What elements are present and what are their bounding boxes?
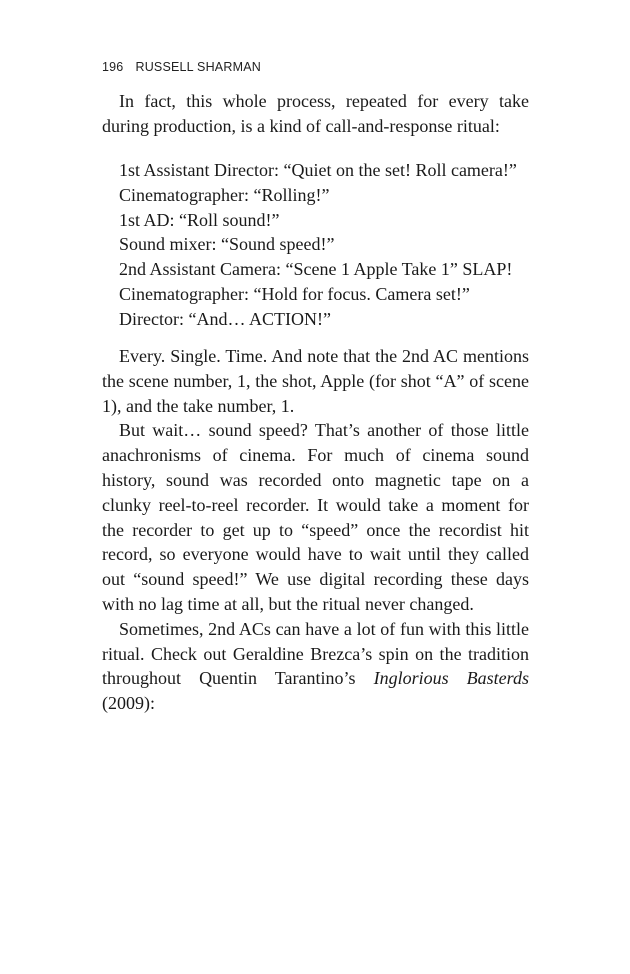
page-number: 196	[102, 60, 124, 74]
final-paragraph-text: Sometimes, 2nd ACs can have a lot of fun with this little ritual. Check out Geraldine Brezca’s spin on the tradition throughout Quentin Tarantino’s	[102, 618, 529, 689]
body-paragraph: But wait… sound speed? That’s another of those little anachronisms of cinema. For much of cinema sound history, sound was recorded onto magnetic tape on a clunky reel-to-reel recorder. It would take a moment for the recorder to get up to “speed” once the recordist hit record, so everyone would have to wait until they called out “sound speed!” We use digital recording these days with no lag time at all, but the ritual never changed.	[102, 420, 529, 614]
author-name: RUSSELL SHARMAN	[135, 60, 261, 74]
running-head	[102, 60, 261, 74]
body-paragraph: Every. Single. Time. And note that the 2nd AC mentions the scene number, 1, the shot, Apple (for shot “A” of scene 1), and the take number, 1.	[102, 346, 529, 416]
dialogue-line: Director: “And… ACTION!”	[119, 308, 331, 329]
dialogue-line: Cinematographer: “Rolling!”	[119, 184, 330, 205]
dialogue-line: Cinematographer: “Hold for focus. Camera set!”	[119, 283, 470, 304]
dialogue-line: 1st AD: “Roll sound!”	[119, 209, 280, 230]
dialogue-line: 2nd Assistant Camera: “Scene 1 Apple Take 1” SLAP!	[119, 259, 513, 280]
dialogue-line: Sound mixer: “Sound speed!”	[119, 234, 335, 255]
dialogue-line: 1st Assistant Director: “Quiet on the set! Roll camera!”	[119, 160, 517, 180]
final-paragraph	[102, 617, 529, 716]
intro-block	[102, 89, 529, 139]
film-title: Inglorious Basterds	[373, 668, 529, 689]
final-paragraph-year: (2009):	[102, 693, 155, 714]
intro-paragraph: In fact, this whole process, repeated for every take during production, is a kind of call-and-response ritual:	[102, 91, 529, 136]
body-block	[102, 344, 529, 716]
call-and-response-dialogue	[119, 158, 517, 332]
